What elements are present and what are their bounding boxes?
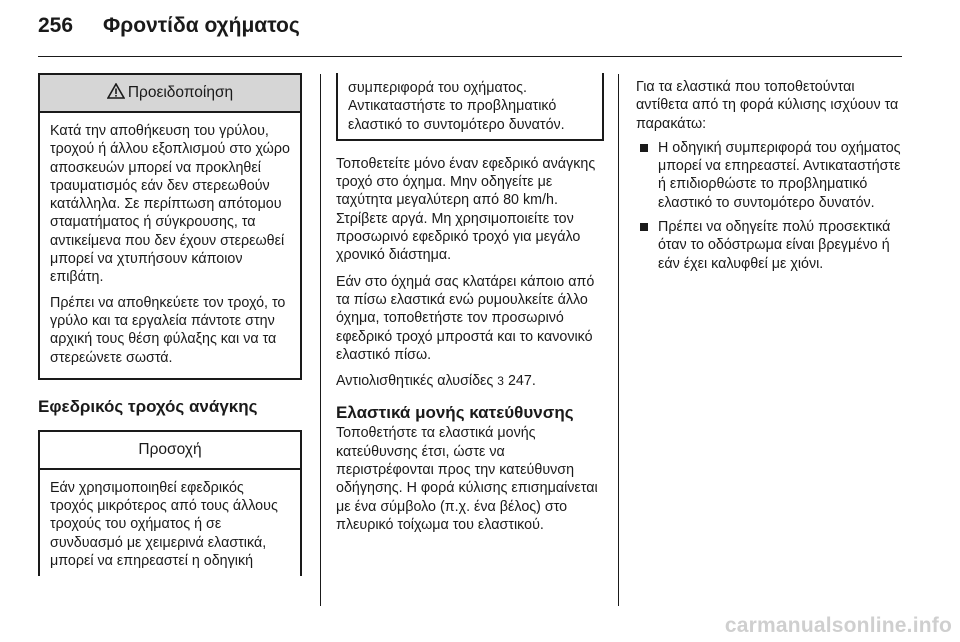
- page-header: [38, 14, 300, 44]
- page-number: 256: [38, 14, 74, 37]
- section-heading-spare-wheel: Εφεδρικός τροχός ανάγκης: [38, 396, 258, 416]
- caution-box: [38, 430, 302, 576]
- bullet-text-2: Πρέπει να οδηγείτε πολύ προσεκτικά όταν το οδόστρωμα είναι βρεγμένο ή εάν έχει καλυφθεί με χιόνι.: [658, 219, 891, 272]
- caution-box-continued: [336, 73, 604, 141]
- caution-box-title: Προσοχή: [138, 440, 202, 458]
- warning-paragraph-1: Κατά την αποθήκευση του γρύλου, τροχού ή άλλου εξοπλισμού στο χώρο αποσκευών μπορεί να προκληθεί τραυματισμός εάν δεν στερεωθούν κατάλληλα. Σε περίπτωση απότομου σταματήματος ή σύγκρουσης, τα αντικείμενα που δεν έχουν στερεωθεί μπορεί να χτυπήσουν κάποιον επιβάτη.: [50, 123, 290, 286]
- warning-paragraph-2: Πρέπει να αποθηκεύετε τον τροχό, το γρύλο και τα εργαλεία πάντοτε στην αρχική τους θέση φύλαξης και να τα στερεώνετε σωστά.: [50, 294, 286, 366]
- warning-box-header: [40, 75, 300, 113]
- watermark: carmanualsonline.info: [724, 614, 952, 637]
- section-heading-directional-tyres: Ελαστικά μονής κατεύθυνσης: [336, 403, 574, 423]
- warning-box-title: Προειδοποίηση: [127, 84, 234, 101]
- bullet-text-1: Η οδηγική συμπεριφορά του οχήματος μπορεί να επηρεαστεί. Αντικαταστήστε ή επιδιορθώστε το προβληματικό ελαστικό το συντομότερο δυνατόν.: [658, 139, 901, 211]
- column-1: [38, 73, 302, 576]
- spare-wheel-paragraph-2: Εάν στο όχημά σας κλατάρει κάποιο από τα πίσω ελαστικά ενώ ρυμουλκείτε άλλο όχημα, τοποθετήστε τον προσωρινό εφεδρικό τροχό μπροστά και το κανονικό ελαστικό πίσω.: [336, 273, 595, 363]
- bullet-square-icon: [640, 144, 648, 152]
- header-rule: [38, 56, 902, 57]
- bullet-list: [636, 139, 908, 273]
- caution-paragraph: Εάν χρησιμοποιηθεί εφεδρικός τροχός μικρότερος από τους άλλους τροχούς του οχήματος ή σε συνδυασμό με χειμερινά ελαστικά, μπορεί να επηρεαστεί η οδηγική: [50, 479, 278, 570]
- list-item: [636, 139, 908, 212]
- warning-box: [38, 73, 302, 380]
- intro-paragraph: Για τα ελαστικά που τοποθετούνται αντίθετα από τη φορά κύλισης ισχύουν τα παρακάτω:: [636, 79, 899, 132]
- reference-page: 247.: [507, 373, 536, 390]
- warning-box-body: [40, 113, 300, 378]
- column-divider-2: [618, 74, 619, 606]
- column-2: [336, 73, 604, 542]
- chapter-title: Φροντίδα οχήματος: [103, 14, 300, 37]
- caution-box-body: [40, 470, 300, 576]
- list-item: [636, 218, 908, 273]
- column-3: [636, 78, 908, 279]
- column-divider-1: [320, 74, 321, 606]
- reference-text: Αντιολισθητικές αλυσίδες: [336, 373, 494, 390]
- reference-arrow: 3: [497, 374, 504, 389]
- caution-continued-body: [338, 73, 602, 139]
- caution-box-header: [40, 432, 300, 470]
- spare-wheel-paragraph-1: Τοποθετείτε μόνο έναν εφεδρικό ανάγκης τροχό στο όχημα. Μην οδηγείτε με ταχύτητα μεγαλύτερη από 80 km/h. Στρίβετε αργά. Μη χρησιμοποιείτε τον προσωρινό εφεδρικό τροχό για μεγάλο χρονικό διάστημα.: [336, 155, 596, 264]
- bullet-square-icon: [640, 223, 648, 231]
- directional-tyres-paragraph: Τοποθετήστε τα ελαστικά μονής κατεύθυνσης έτσι, ώστε να περιστρέφονται προς την κατεύθυνση οδήγησης. Η φορά κύλισης επισημαίνεται με ένα σύμβολο (π.χ. ένα βέλος) στο πλευρικό τοίχωμα του ελαστικού.: [336, 425, 598, 533]
- warning-triangle-icon: [107, 83, 125, 99]
- caution-continued-paragraph: συμπεριφορά του οχήματος. Αντικαταστήστε το προβληματικό ελαστικό το συντομότερο δυνατόν.: [348, 80, 565, 133]
- reference-line: [336, 372, 604, 390]
